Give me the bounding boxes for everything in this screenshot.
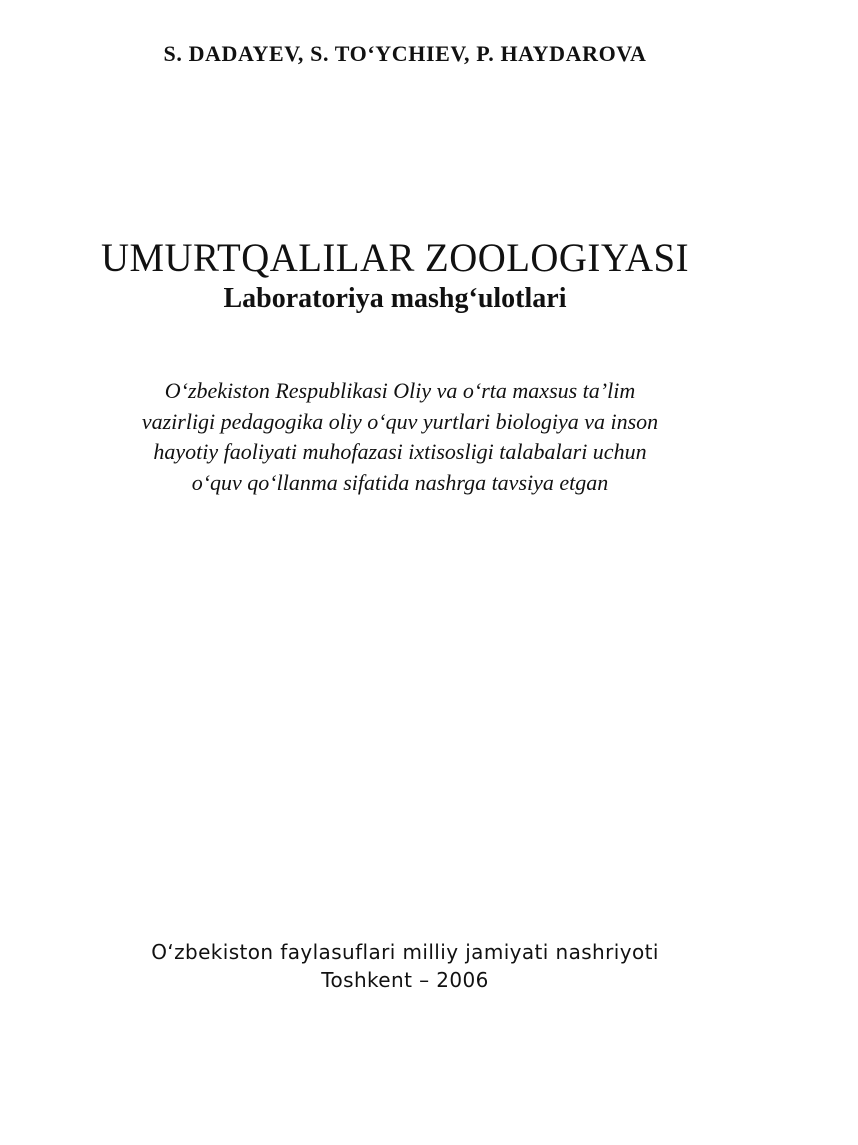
publisher-block: [0, 938, 810, 994]
recommendation-line: hayotiy faoliyati muhofazasi ixtisosligi talabalari uchun: [153, 439, 647, 464]
recommendation-note: [70, 376, 730, 498]
book-title: UMURTQALILAR ZOOLOGIYASI: [100, 235, 690, 280]
publisher-name: O‘zbekiston faylasuflari milliy jamiyati nashriyoti: [151, 940, 659, 964]
recommendation-line: O‘zbekiston Respublikasi Oliy va o‘rta maxsus ta’lim: [164, 378, 636, 403]
recommendation-line: o‘quv qo‘llanma sifatida nashrga tavsiya etgan: [191, 469, 609, 495]
book-subtitle: Laboratoriya mashg‘ulotlari: [223, 283, 567, 314]
publication-place-year: Toshkent – 2006: [321, 968, 489, 992]
authors: S. DADAYEV, S. TO‘YCHIEV, P. HAYDAROVA: [163, 41, 647, 66]
recommendation-line: vazirligi pedagogika oliy o‘quv yurtlari biologiya va inson: [141, 408, 659, 434]
